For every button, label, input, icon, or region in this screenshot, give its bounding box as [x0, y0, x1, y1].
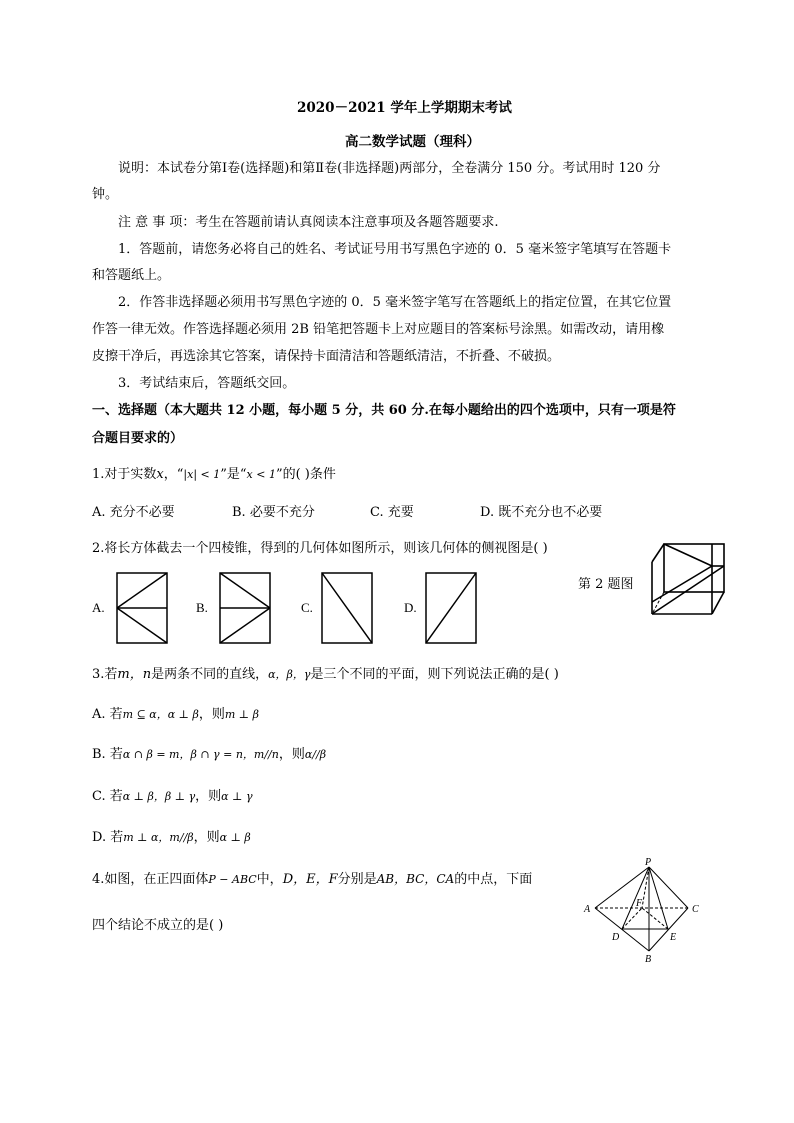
q3-option-b-then: ，则 — [278, 747, 305, 762]
q2-option-d-label: D. — [404, 600, 417, 615]
q2-option-b-figure — [219, 572, 271, 644]
q2-stem: 2.将长方体截去一个四棱锥，得到的几何体如图所示，则该几何体的侧视图是( ) — [92, 541, 548, 556]
q3-option-b-conclusion: α//β — [304, 748, 327, 761]
q4-tetrahedron-figure — [582, 856, 704, 966]
q4-stem-line-1 — [92, 868, 532, 887]
intro-line-2: 钟。 — [92, 187, 119, 202]
q2-option-c-label: C. — [301, 600, 313, 615]
q3-option-c-then: ，则 — [195, 789, 222, 804]
q3-vars-greek: α，β，γ — [268, 668, 311, 681]
q2-solid-figure — [648, 542, 728, 616]
label-f: F — [636, 898, 643, 909]
q1-option-d: D. 既不充分也不必要 — [480, 505, 603, 520]
q3-stem-c: 是三个不同的平面，则下列说法正确的是( ) — [310, 667, 559, 682]
q2-option-a-label: A. — [92, 600, 105, 615]
q1-var-x: x — [156, 467, 164, 482]
exam-subtitle: 高二数学试题（理科） — [345, 134, 480, 150]
q1-stem-a: 1.对于实数 — [92, 467, 157, 482]
q1-sep: ，“ — [163, 467, 184, 482]
label-p: P — [645, 857, 652, 868]
q3-stem-a: 3.若 — [92, 667, 118, 682]
intro-line-1: 说明：本试卷分第Ⅰ卷(选择题)和第Ⅱ卷(非选择题)两部分，全卷满分 150 分。考试用时 120 分 — [118, 161, 661, 176]
q3-option-a-math: m ⊆ α，α ⊥ β — [122, 708, 199, 721]
q3-option-a-conclusion: m ⊥ β — [224, 708, 260, 721]
notice-heading: 注 意 事 项：考生在答题前请认真阅读本注意事项及各题答题要求. — [118, 215, 499, 230]
q1-option-a: A. 充分不必要 — [92, 505, 175, 520]
q4-stem-d: 的中点，下面 — [454, 872, 533, 887]
label-b: B — [645, 954, 652, 965]
q1-math-abs: |x| < 1 — [183, 468, 221, 481]
label-e: E — [670, 932, 677, 943]
q4-sides: AB，BC，CA — [376, 872, 455, 886]
q3-option-d-prefix: D. 若 — [92, 830, 124, 845]
notice-item-2c: 皮擦干净后，再选涂其它答案，请保持卡面清洁和答题纸清洁，不折叠、不破损。 — [92, 349, 561, 364]
q3-option-c-conclusion: α ⊥ γ — [221, 790, 253, 803]
q1-end: ”的( )条件 — [275, 467, 336, 482]
notice-item-2b: 作答一律无效。作答选择题必须用 2B 铅笔把答题卡上对应题目的答案标号涂黑。如需改动，请用橡 — [92, 322, 665, 337]
q2-option-c-figure — [321, 572, 373, 644]
q3-option-a-prefix: A. 若 — [92, 707, 123, 722]
q3-option-b-prefix: B. 若 — [92, 747, 123, 762]
section-heading-b: 合题目要求的） — [92, 431, 184, 446]
q4-stem-a: 4.如图，在正四面体 — [92, 872, 209, 887]
label-c: C — [692, 904, 699, 915]
q3-option-c-prefix: C. 若 — [92, 789, 123, 804]
notice-item-2a: 2．作答非选择题必须用书写黑色字迹的 0．5 毫米签字笔写在答题纸上的指定位置，在其它位置 — [118, 295, 672, 310]
label-a: A — [584, 904, 591, 915]
q2-option-d-figure — [425, 572, 477, 644]
notice-item-1a: 1．答题前，请您务必将自己的姓名、考试证号用书写黑色字迹的 0．5 毫米签字笔填写在答题卡 — [118, 242, 672, 257]
q4-stem-c: 分别是 — [337, 872, 377, 887]
q3-option-d-conclusion: α ⊥ β — [219, 831, 251, 844]
q3-option-c — [92, 785, 253, 804]
q3-vars-mn: m，n — [117, 667, 152, 682]
q3-option-b-math: α ∩ β = m，β ∩ γ = n，m//n — [122, 748, 279, 761]
exam-title: 2020－2021 学年上学期期末考试 — [297, 100, 512, 116]
q1-option-b: B. 必要不充分 — [232, 505, 315, 520]
q4-stem-line-2: 四个结论不成立的是( ) — [92, 918, 224, 933]
q4-stem-b: 中， — [256, 872, 283, 887]
q1-option-c: C. 充要 — [370, 505, 414, 520]
notice-item-3: 3．考试结束后，答题纸交回。 — [118, 376, 296, 391]
q3-option-b — [92, 743, 326, 762]
q4-math-pabc: P − ABC — [208, 873, 257, 886]
q3-stem-b: 是两条不同的直线， — [151, 667, 269, 682]
section-heading-a: 一、选择题（本大题共 12 小题，每小题 5 分，共 60 分.在每小题给出的四个选项中，只有一项是符 — [92, 403, 676, 418]
q4-vars-def: D，E，F — [282, 872, 338, 887]
q2-option-b-label: B. — [196, 600, 208, 615]
q3-option-d — [92, 826, 251, 845]
q2-option-a-figure — [116, 572, 168, 644]
q3-option-d-then: ，则 — [193, 830, 220, 845]
q3-stem — [92, 663, 559, 682]
q1-mid: ”是“ — [220, 467, 247, 482]
q3-option-a — [92, 703, 259, 722]
q1-math-x: x < 1 — [246, 468, 276, 481]
q2-figure-label: 第 2 题图 — [578, 577, 634, 592]
label-d: D — [612, 932, 620, 943]
q3-option-c-math: α ⊥ β，β ⊥ γ — [122, 790, 196, 803]
q1-stem — [92, 463, 336, 482]
q3-option-a-then: ，则 — [198, 707, 225, 722]
notice-item-1b: 和答题纸上。 — [92, 268, 171, 283]
q3-option-d-math: m ⊥ α，m//β — [123, 831, 194, 844]
